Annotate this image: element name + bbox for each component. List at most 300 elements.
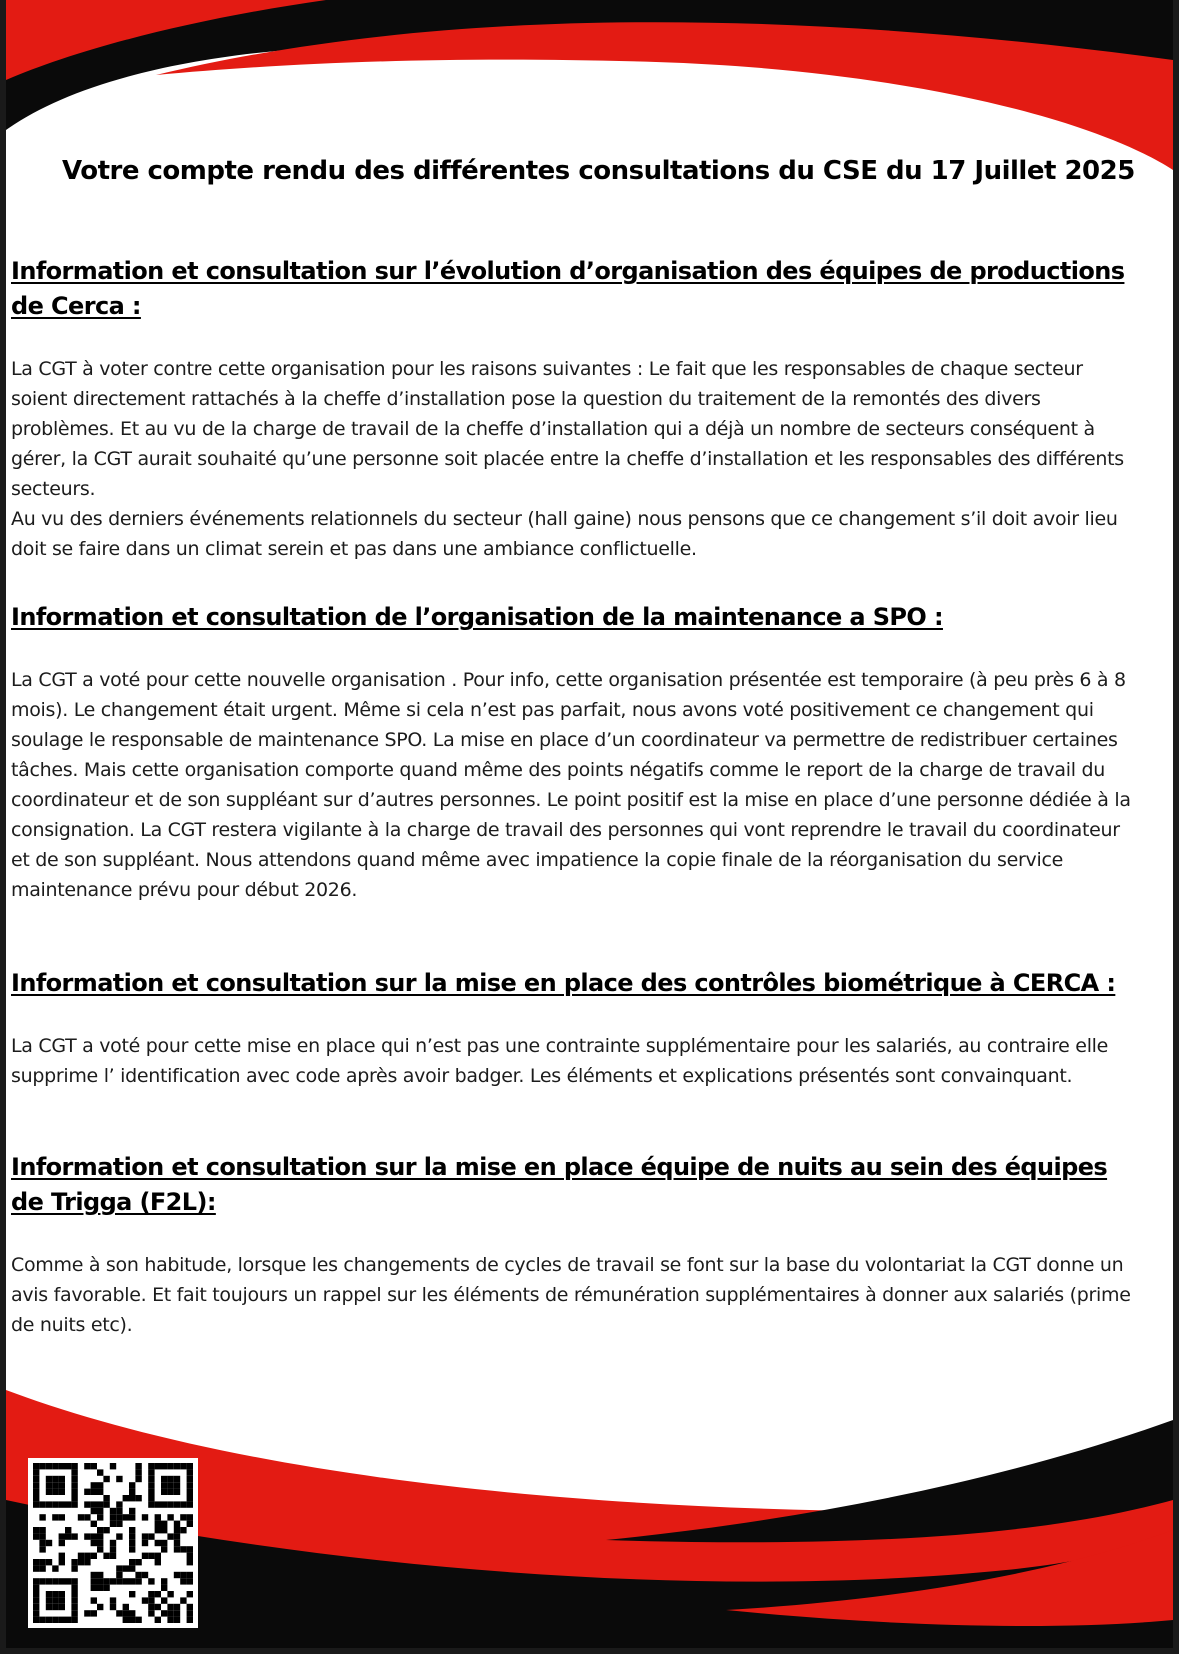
qr-module [167, 1501, 173, 1507]
qr-module [52, 1597, 58, 1603]
bottom-black-top [606, 1420, 1173, 1542]
qr-module [39, 1578, 45, 1584]
qr-module [71, 1495, 77, 1501]
qr-module [148, 1476, 154, 1482]
section-heading: Information et consultation sur la mise en place équipe de nuits au sein des équipes de Trigga (F2L): [11, 1153, 1108, 1216]
section-heading: Information et consultation sur l’évolution d’organisation des équipes de productions de Cerca : [11, 257, 1125, 320]
qr-module [97, 1469, 103, 1475]
qr-module [187, 1559, 193, 1565]
qr-module [71, 1585, 77, 1591]
qr-module [33, 1495, 39, 1501]
qr-module [155, 1604, 161, 1610]
qr-module [116, 1572, 122, 1578]
qr-module [103, 1501, 109, 1507]
qr-module [161, 1546, 167, 1552]
qr-module [33, 1610, 39, 1616]
qr-module [39, 1617, 45, 1623]
qr-module [52, 1463, 58, 1469]
qr-module [71, 1489, 77, 1495]
qr-module [174, 1521, 180, 1527]
qr-module [116, 1610, 122, 1616]
qr-module [59, 1604, 65, 1610]
qr-module [187, 1617, 193, 1623]
qr-module [39, 1559, 45, 1565]
qr-module [84, 1610, 90, 1616]
qr-module [59, 1476, 65, 1482]
qr-module [123, 1578, 129, 1584]
qr-module [97, 1540, 103, 1546]
qr-module [155, 1501, 161, 1507]
qr-module [148, 1610, 154, 1616]
qr-module [174, 1540, 180, 1546]
qr-module [129, 1533, 135, 1539]
qr-module [52, 1604, 58, 1610]
qr-module [187, 1469, 193, 1475]
qr-module [148, 1578, 154, 1584]
qr-module [187, 1610, 193, 1616]
qr-module [52, 1514, 58, 1520]
qr-module [91, 1501, 97, 1507]
qr-module [187, 1514, 193, 1520]
qr-module [174, 1617, 180, 1623]
qr-module [180, 1501, 186, 1507]
qr-module [167, 1489, 173, 1495]
qr-module [39, 1501, 45, 1507]
qr-module [84, 1559, 90, 1565]
qr-module [33, 1469, 39, 1475]
qr-module [148, 1597, 154, 1603]
qr-module [135, 1617, 141, 1623]
qr-module [174, 1463, 180, 1469]
qr-module [123, 1604, 129, 1610]
qr-module [129, 1617, 135, 1623]
qr-module [161, 1585, 167, 1591]
qr-module [103, 1585, 109, 1591]
qr-module [161, 1521, 167, 1527]
qr-module [33, 1604, 39, 1610]
qr-module [167, 1482, 173, 1488]
qr-module [129, 1527, 135, 1533]
qr-module [129, 1559, 135, 1565]
qr-module [52, 1489, 58, 1495]
qr-module [116, 1533, 122, 1539]
section-night-teams [11, 1150, 1131, 1340]
qr-module [187, 1604, 193, 1610]
qr-module [46, 1463, 52, 1469]
qr-module [84, 1489, 90, 1495]
qr-module [46, 1617, 52, 1623]
qr-module [91, 1482, 97, 1488]
qr-module [161, 1540, 167, 1546]
qr-module [148, 1489, 154, 1495]
qr-module [52, 1591, 58, 1597]
qr-module [148, 1553, 154, 1559]
qr-module [129, 1508, 135, 1514]
qr-module [187, 1521, 193, 1527]
qr-module [187, 1482, 193, 1488]
qr-module [91, 1508, 97, 1514]
qr-module [78, 1559, 84, 1565]
qr-module [39, 1533, 45, 1539]
qr-module [167, 1610, 173, 1616]
qr-module [65, 1463, 71, 1469]
qr-module [129, 1546, 135, 1552]
qr-module [33, 1585, 39, 1591]
qr-module [129, 1591, 135, 1597]
qr-module [174, 1527, 180, 1533]
qr-module [155, 1617, 161, 1623]
qr-module [97, 1578, 103, 1584]
qr-module [129, 1578, 135, 1584]
qr-module [65, 1501, 71, 1507]
qr-module [174, 1604, 180, 1610]
qr-module [174, 1572, 180, 1578]
qr-module [46, 1578, 52, 1584]
qr-module [71, 1591, 77, 1597]
qr-module [161, 1597, 167, 1603]
qr-module [116, 1521, 122, 1527]
section-production-teams [11, 254, 1131, 564]
qr-module [142, 1553, 148, 1559]
qr-module [52, 1501, 58, 1507]
qr-module [135, 1463, 141, 1469]
qr-module [52, 1565, 58, 1571]
qr-module [84, 1533, 90, 1539]
qr-module [135, 1559, 141, 1565]
qr-module [59, 1463, 65, 1469]
qr-module [33, 1501, 39, 1507]
qr-module [39, 1540, 45, 1546]
qr-module [71, 1469, 77, 1475]
qr-module [33, 1489, 39, 1495]
qr-module [71, 1610, 77, 1616]
qr-module [129, 1610, 135, 1616]
qr-module [65, 1617, 71, 1623]
qr-module [59, 1501, 65, 1507]
section-paragraph: La CGT à voter contre cette organisation pour les raisons suivantes : Le fait que les responsables de chaque secteur soient directement rattachés à la cheffe d’installation pose la question du traitement de la remontés des divers problèmes. Et au vu de la charge de travail de la cheffe d’installation qui a déjà un nombre de secteurs conséquent à gérer, la CGT aurait souhaité qu’une personne soit placée entre la cheffe d’installation et les responsables des différents secteurs. [11, 358, 1124, 500]
bottom-red-right [726, 1530, 1173, 1626]
qr-module [71, 1533, 77, 1539]
qr-module [65, 1533, 71, 1539]
qr-module [110, 1578, 116, 1584]
qr-module [84, 1463, 90, 1469]
qr-module [180, 1578, 186, 1584]
qr-module [187, 1591, 193, 1597]
qr-module [155, 1514, 161, 1520]
qr-module [33, 1476, 39, 1482]
qr-module [148, 1533, 154, 1539]
qr-module [65, 1527, 71, 1533]
qr-module [187, 1463, 193, 1469]
qr-module [71, 1501, 77, 1507]
qr-module [110, 1597, 116, 1603]
qr-module [59, 1578, 65, 1584]
qr-module [33, 1591, 39, 1597]
qr-module [174, 1501, 180, 1507]
qr-module [174, 1610, 180, 1616]
qr-module [91, 1610, 97, 1616]
qr-module [59, 1514, 65, 1520]
qr-module [155, 1591, 161, 1597]
qr-module [71, 1565, 77, 1571]
top-wave-decoration [6, 0, 1173, 240]
qr-module [148, 1482, 154, 1488]
qr-module [110, 1604, 116, 1610]
qr-module [91, 1578, 97, 1584]
qr-module [59, 1553, 65, 1559]
qr-module [71, 1463, 77, 1469]
qr-module [142, 1533, 148, 1539]
qr-module [46, 1540, 52, 1546]
qr-module [84, 1501, 90, 1507]
qr-module [110, 1553, 116, 1559]
qr-module [59, 1591, 65, 1597]
qr-module [187, 1578, 193, 1584]
qr-module [91, 1521, 97, 1527]
qr-module [97, 1533, 103, 1539]
qr-module [116, 1578, 122, 1584]
qr-module [71, 1482, 77, 1488]
qr-module [123, 1610, 129, 1616]
qr-module [161, 1489, 167, 1495]
qr-module [129, 1489, 135, 1495]
qr-module [84, 1514, 90, 1520]
qr-module [103, 1476, 109, 1482]
qr-module [174, 1546, 180, 1552]
qr-module [91, 1540, 97, 1546]
qr-module [33, 1578, 39, 1584]
qr-module [46, 1597, 52, 1603]
qr-module [116, 1514, 122, 1520]
qr-module [148, 1469, 154, 1475]
qr-module [116, 1501, 122, 1507]
qr-module [129, 1565, 135, 1571]
qr-module [148, 1463, 154, 1469]
qr-module [180, 1597, 186, 1603]
qr-module [39, 1527, 45, 1533]
section-paragraph: La CGT a voté pour cette nouvelle organisation . Pour info, cette organisation présentée est temporaire (à peu près 6 à 8 mois). Le changement était urgent. Même si cela n’est pas parfait, nous avons voté positivement ce changement qui soulage le responsable de maintenance SPO. La mise en place d’un coordinateur va permettre de redistribuer certaines tâches. Mais cette organisation comporte quand même des points négatifs comme le report de la charge de travail du coordinateur et de son suppléant sur d’autres personnes. Le point positif est la mise en place d’une personne dédiée à la consignation. La CGT restera vigilante à la charge de travail des personnes qui vont reprendre le travail du coordinateur et de son suppléant. Nous attendons quand même avec impatience la copie finale de la réorganisation du service maintenance prévu pour début 2026. [11, 669, 1131, 901]
qr-module [97, 1501, 103, 1507]
qr-module [161, 1578, 167, 1584]
section-heading: Information et consultation de l’organisation de la maintenance a SPO : [11, 603, 943, 631]
qr-module [135, 1476, 141, 1482]
qr-module [71, 1559, 77, 1565]
qr-module [33, 1527, 39, 1533]
qr-module [71, 1578, 77, 1584]
qr-module [135, 1495, 141, 1501]
qr-module [33, 1482, 39, 1488]
qr-module [161, 1610, 167, 1616]
qr-module [97, 1585, 103, 1591]
qr-module [71, 1597, 77, 1603]
qr-module [110, 1514, 116, 1520]
qr-module [39, 1463, 45, 1469]
qr-module [167, 1617, 173, 1623]
qr-module [46, 1476, 52, 1482]
qr-module [52, 1476, 58, 1482]
qr-module [46, 1604, 52, 1610]
qr-module [97, 1527, 103, 1533]
qr-module [39, 1565, 45, 1571]
section-paragraph: Comme à son habitude, lorsque les changements de cycles de travail se font sur la base du volontariat la CGT donne un avis favorable. Et fait toujours un rappel sur les éléments de rémunération supplémentaires à donner aux salariés (prime de nuits etc). [11, 1254, 1131, 1336]
qr-module [97, 1572, 103, 1578]
section-heading: Information et consultation sur la mise en place des contrôles biométrique à CERCA : [11, 969, 1116, 997]
qr-module [155, 1559, 161, 1565]
qr-code-icon[interactable] [28, 1458, 198, 1628]
section-paragraph: Au vu des derniers événements relationnels du secteur (hall gaine) nous pensons que ce changement s’il doit avoir lieu doit se faire dans un climat serein et pas dans une ambiance conflictuelle. [11, 508, 1118, 560]
qr-module [33, 1463, 39, 1469]
qr-module [174, 1476, 180, 1482]
qr-module [174, 1489, 180, 1495]
qr-module [33, 1597, 39, 1603]
qr-module [33, 1559, 39, 1565]
qr-module [180, 1463, 186, 1469]
qr-module [39, 1514, 45, 1520]
qr-module [167, 1533, 173, 1539]
qr-module [135, 1469, 141, 1475]
qr-module [59, 1489, 65, 1495]
qr-module [91, 1597, 97, 1603]
qr-module [46, 1489, 52, 1495]
qr-module [91, 1533, 97, 1539]
qr-module [187, 1572, 193, 1578]
qr-module [110, 1463, 116, 1469]
qr-module [103, 1578, 109, 1584]
qr-module [129, 1482, 135, 1488]
qr-module [97, 1514, 103, 1520]
qr-module [129, 1514, 135, 1520]
qr-module [180, 1546, 186, 1552]
qr-module [46, 1591, 52, 1597]
qr-module [142, 1514, 148, 1520]
qr-module [142, 1597, 148, 1603]
qr-module [174, 1482, 180, 1488]
qr-module [187, 1553, 193, 1559]
qr-module [46, 1482, 52, 1488]
qr-module [71, 1604, 77, 1610]
qr-module [46, 1559, 52, 1565]
qr-module [187, 1489, 193, 1495]
qr-module [59, 1482, 65, 1488]
qr-module [97, 1604, 103, 1610]
qr-module [84, 1553, 90, 1559]
qr-module [103, 1553, 109, 1559]
qr-module [110, 1546, 116, 1552]
qr-module [91, 1572, 97, 1578]
qr-module [187, 1495, 193, 1501]
qr-module [135, 1572, 141, 1578]
qr-module [103, 1495, 109, 1501]
qr-module [91, 1489, 97, 1495]
qr-module [33, 1533, 39, 1539]
qr-module [116, 1508, 122, 1514]
qr-module [129, 1495, 135, 1501]
qr-module [161, 1482, 167, 1488]
qr-module [180, 1527, 186, 1533]
qr-module [52, 1617, 58, 1623]
flyer-page [6, 0, 1173, 1648]
qr-module [39, 1546, 45, 1552]
qr-module [180, 1572, 186, 1578]
qr-module [33, 1565, 39, 1571]
qr-module [33, 1617, 39, 1623]
qr-module [167, 1604, 173, 1610]
qr-module [116, 1476, 122, 1482]
qr-module [142, 1572, 148, 1578]
qr-module [65, 1578, 71, 1584]
qr-module [71, 1476, 77, 1482]
qr-module [97, 1508, 103, 1514]
qr-module [116, 1565, 122, 1571]
qr-module [123, 1514, 129, 1520]
qr-module [161, 1476, 167, 1482]
qr-module [155, 1553, 161, 1559]
qr-module [174, 1533, 180, 1539]
qr-module [91, 1463, 97, 1469]
qr-module [52, 1578, 58, 1584]
qr-module [167, 1463, 173, 1469]
qr-module [167, 1514, 173, 1520]
qr-module [187, 1501, 193, 1507]
qr-module [142, 1540, 148, 1546]
qr-module [155, 1521, 161, 1527]
qr-module [167, 1591, 173, 1597]
qr-module [123, 1617, 129, 1623]
qr-module [167, 1476, 173, 1482]
qr-module [97, 1482, 103, 1488]
qr-module [59, 1597, 65, 1603]
section-paragraph: La CGT a voté pour cette mise en place qui n’est pas une contrainte supplémentaire pour les salariés, au contraire elle supprime l’ identification avec code après avoir badger. Les éléments et explications présentés sont convainquant. [11, 1035, 1109, 1087]
qr-module [129, 1540, 135, 1546]
qr-module [59, 1533, 65, 1539]
qr-module [78, 1553, 84, 1559]
section-biometric-controls [11, 966, 1131, 1091]
qr-module [97, 1489, 103, 1495]
qr-module [135, 1578, 141, 1584]
qr-module [103, 1527, 109, 1533]
qr-module [161, 1501, 167, 1507]
qr-module [59, 1617, 65, 1623]
qr-module [110, 1540, 116, 1546]
qr-module [123, 1495, 129, 1501]
qr-module [71, 1617, 77, 1623]
qr-module [59, 1540, 65, 1546]
qr-module [187, 1476, 193, 1482]
qr-module [148, 1591, 154, 1597]
qr-module [78, 1514, 84, 1520]
qr-module [91, 1585, 97, 1591]
qr-module [97, 1546, 103, 1552]
qr-module [155, 1540, 161, 1546]
qr-module [161, 1527, 167, 1533]
qr-module [180, 1514, 186, 1520]
qr-module [148, 1501, 154, 1507]
qr-module [155, 1463, 161, 1469]
qr-module [155, 1527, 161, 1533]
section-maintenance-spo [11, 600, 1131, 905]
qr-module [52, 1482, 58, 1488]
qr-module [59, 1559, 65, 1565]
qr-module [46, 1501, 52, 1507]
qr-module [91, 1553, 97, 1559]
qr-module [110, 1521, 116, 1527]
qr-module [148, 1604, 154, 1610]
qr-module [110, 1508, 116, 1514]
qr-module [148, 1495, 154, 1501]
qr-module [123, 1565, 129, 1571]
page-title: Votre compte rendu des différentes consultations du CSE du 17 Juillet 2025 [62, 156, 1135, 186]
qr-module [161, 1463, 167, 1469]
